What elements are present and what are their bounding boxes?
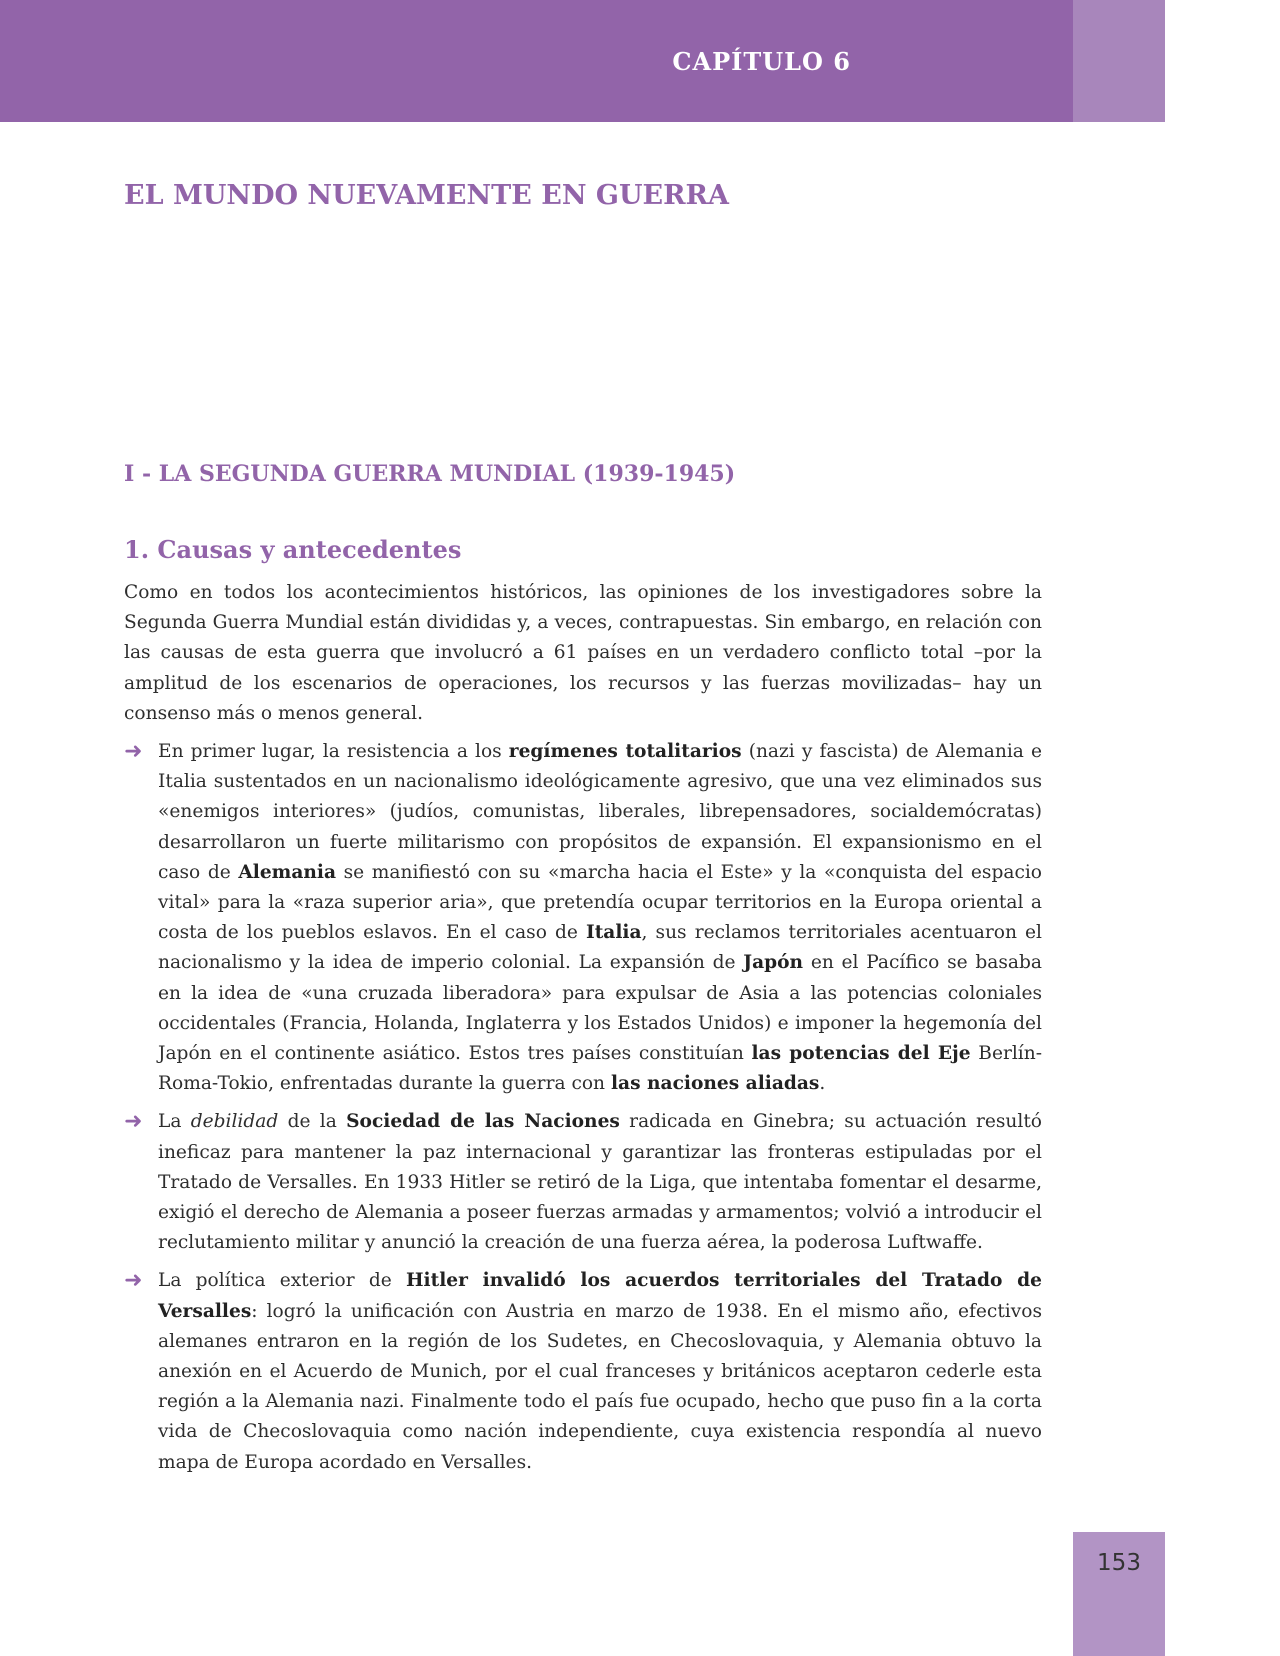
header-band [0,0,1073,122]
intro-paragraph: Como en todos los acontecimientos históricos, las opiniones de los investigadores sobre la Segunda Guerra Mundial están divididas y, a veces, contrapuestas. Sin embargo, en relación con las causas de esta guerra que involucró a 61 países en un verdadero conflicto total –por la amplitud de los escenarios de operaciones, los recursos y las fuerzas movilizadas– hay un consenso más o menos general. [124,582,1042,724]
arrow-right-icon: ➜ [124,739,143,765]
body-text [124,578,1042,1486]
arrow-right-icon: ➜ [124,1268,143,1294]
arrow-right-icon: ➜ [124,1109,143,1135]
list-item [124,737,1042,1099]
list-item [124,1266,1042,1477]
list-item [124,1107,1042,1258]
bullet-text: La política exterior de Hitler invalidó los acuerdos territoriales del Tratado de Versalles: logró la unificación con Austria en marzo de 1938. En el mismo año, efectivos alemanes entraron en la región de los Sudetes, en Checoslovaquia, y Alemania obtuvo la anexión en el Acuerdo de Munich, por el cual franceses y británicos aceptaron cederle esta región a la Alemania nazi. Finalmente todo el país fue ocupado, hecho que puso fin a la corta vida de Checoslovaquia como nación independiente, cuya existencia respondía al nuevo mapa de Europa acordado en Versalles. [158,1270,1042,1473]
section-heading: I - LA SEGUNDA GUERRA MUNDIAL (1939-1945) [124,461,736,487]
chapter-label: CAPÍTULO 6 [672,47,851,76]
chapter-title: EL MUNDO NUEVAMENTE EN GUERRA [124,180,729,211]
bullet-text: En primer lugar, la resistencia a los regímenes totalitarios (nazi y fascista) de Alemania e Italia sustentados en un nacionalismo ideológicamente agresivo, que una vez eliminados sus «enemigos interiores» (judíos, comunistas, liberales, librepensadores, socialdemócratas) desarrollaron un fuerte militarismo con propósitos de expansión. El expansionismo en el caso de Alemania se manifiestó con su «marcha hacia el Este» y la «conquista del espacio vital» para la «raza superior aria», que pretendía ocupar territorios en la Europa oriental a costa de los pueblos eslavos. En el caso de Italia, sus reclamos territoriales acentuaron el nacionalismo y la idea de imperio colonial. La expansión de Japón en el Pacífico se basaba en la idea de «una cruzada liberadora» para expulsar de Asia a las potencias coloniales occidentales (Francia, Holanda, Inglaterra y los Estados Unidos) e imponer la hegemonía del Japón en el continente asiático. Estos tres países constituían las potencias del Eje Berlín-Roma-Tokio, enfrentadas durante la guerra con las naciones aliadas. [158,741,1042,1095]
header-tab [1073,0,1165,122]
page-number-box [1073,1532,1165,1656]
page-number: 153 [1097,1550,1141,1576]
bullet-text: La debilidad de la Sociedad de las Naciones radicada en Ginebra; su actuación resultó ineficaz para mantener la paz internacional y garantizar las fronteras estipuladas por el Tratado de Versalles. En 1933 Hitler se retiró de la Liga, que intentaba fomentar el desarme, exigió el derecho de Alemania a poseer fuerzas armadas y armamentos; volvió a introducir el reclutamiento militar y anunció la creación de una fuerza aérea, la poderosa Luftwaffe. [158,1111,1042,1254]
subsection-heading: 1. Causas y antecedentes [124,535,462,564]
